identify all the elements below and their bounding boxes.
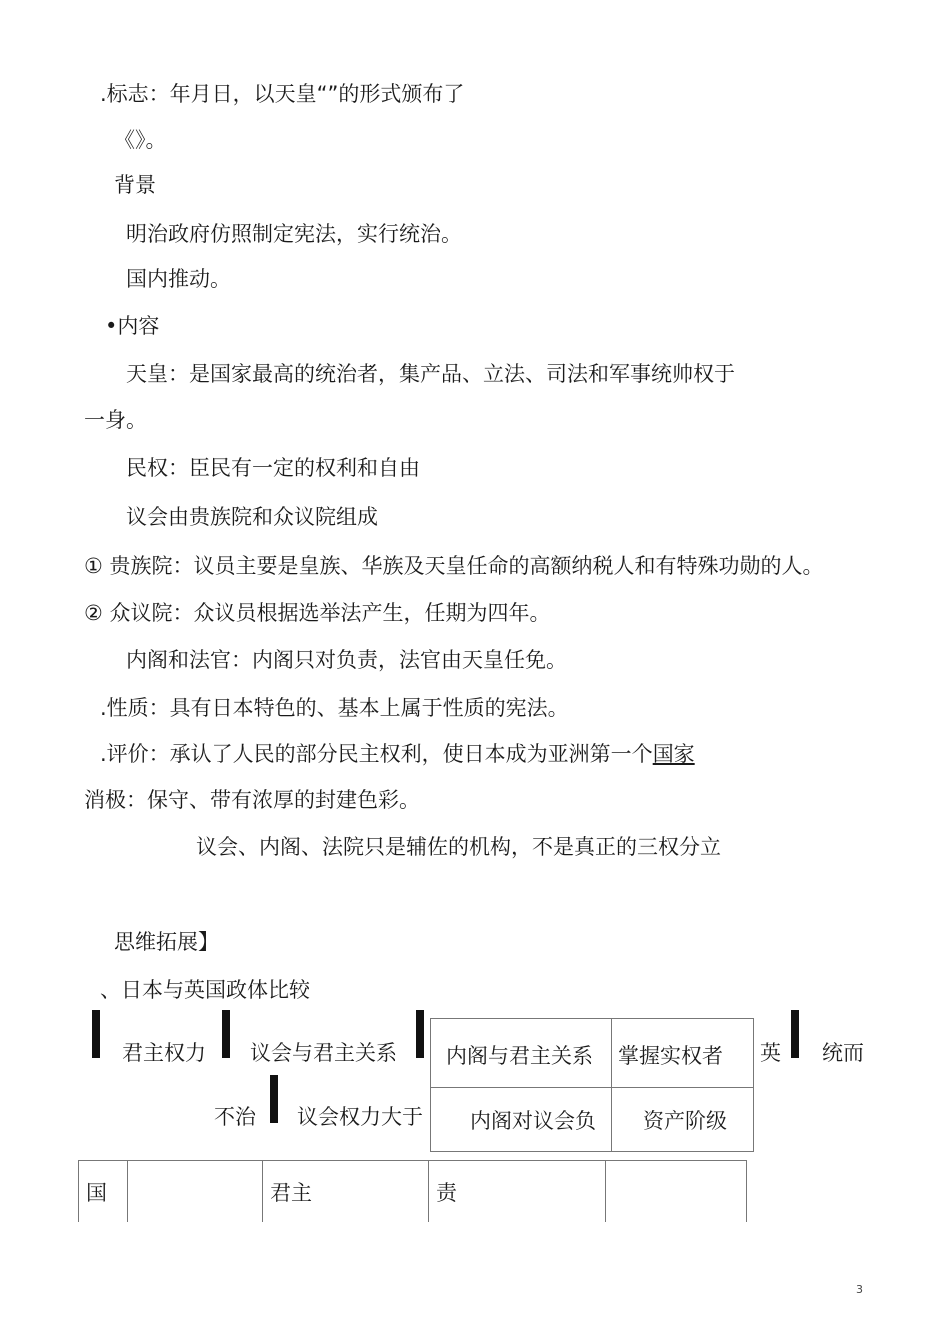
heading-content: •内容 xyxy=(105,314,160,338)
heading-background: 背景 xyxy=(114,173,156,197)
text-line-8: 一身。 xyxy=(84,408,147,432)
cell-parliament-monarch: 议会与君主关系 xyxy=(250,1041,397,1065)
text-line-5: 国内推动。 xyxy=(126,267,231,291)
lower-table-col-5 xyxy=(746,1160,747,1222)
cell-britain: 英 xyxy=(760,1041,781,1065)
evaluation-text: .评价：承认了人民的部分民主权利，使日本成为亚洲第一个 xyxy=(100,742,653,766)
text-line-2: 《》。 xyxy=(114,128,167,152)
lower-table-col-4 xyxy=(605,1160,606,1222)
heading-comparison: 、日本与英国政体比较 xyxy=(100,978,310,1002)
text-line-14: .性质：具有日本特色的、基本上属于性质的宪法。 xyxy=(100,696,569,720)
lower-table-col-3 xyxy=(428,1160,429,1222)
cell-real-power: 掌握实权者 xyxy=(618,1044,723,1068)
text-line-16: 消极：保守、带有浓厚的封建色彩。 xyxy=(84,788,420,812)
cell-monarch: 君主 xyxy=(270,1181,312,1205)
text-line-15 xyxy=(100,740,695,768)
underlined-term: 国家 xyxy=(652,742,695,766)
text-line-1: .标志：年月日，以天皇“”的形式颁布了 xyxy=(100,82,465,106)
text-line-4: 明治政府仿照制定宪法，实行统治。 xyxy=(126,222,462,246)
cell-cabinet-responsible: 内阁对议会负 xyxy=(470,1109,596,1133)
cell-reigns: 统而 xyxy=(822,1041,864,1065)
bar-marker-5 xyxy=(270,1075,278,1123)
text-line-9: 民权：臣民有一定的权利和自由 xyxy=(126,456,420,480)
bar-marker-4 xyxy=(791,1010,799,1058)
text-line-10: 议会由贵族院和众议院组成 xyxy=(126,505,378,529)
inner-box-divider-v xyxy=(611,1018,612,1151)
cell-responsible: 责 xyxy=(436,1181,457,1205)
lower-table-col-0 xyxy=(78,1160,79,1222)
text-line-12: ② 众议院：众议员根据选举法产生，任期为四年。 xyxy=(84,601,551,625)
bar-marker-3 xyxy=(416,1010,424,1058)
lower-table-col-2 xyxy=(262,1160,263,1222)
bar-marker-1 xyxy=(92,1010,100,1058)
page-number: 3 xyxy=(856,1283,863,1296)
cell-parliament-greater: 议会权力大于 xyxy=(297,1105,423,1129)
lower-table-top-border xyxy=(78,1160,747,1161)
cell-monarch-power: 君主权力 xyxy=(122,1041,206,1065)
cell-country: 国 xyxy=(86,1181,107,1205)
cell-bourgeoisie: 资产阶级 xyxy=(643,1109,727,1133)
cell-cabinet-monarch: 内阁与君主关系 xyxy=(446,1044,593,1068)
bar-marker-2 xyxy=(222,1010,230,1058)
text-line-17: 议会、内阁、法院只是辅佐的机构，不是真正的三权分立 xyxy=(196,835,721,859)
cell-not-rule: 不治 xyxy=(214,1105,256,1129)
text-line-13: 内阁和法官：内阁只对负责，法官由天皇任免。 xyxy=(126,648,567,672)
text-line-11: ① 贵族院：议员主要是皇族、华族及天皇任命的高额纳税人和有特殊功勋的人。 xyxy=(84,554,824,578)
inner-box-divider-h xyxy=(430,1087,753,1088)
heading-thinking-extension: 思维拓展】 xyxy=(114,930,219,954)
text-line-7: 天皇：是国家最高的统治者，集产品、立法、司法和军事统帅权于 xyxy=(126,362,735,386)
lower-table-col-1 xyxy=(127,1160,128,1222)
